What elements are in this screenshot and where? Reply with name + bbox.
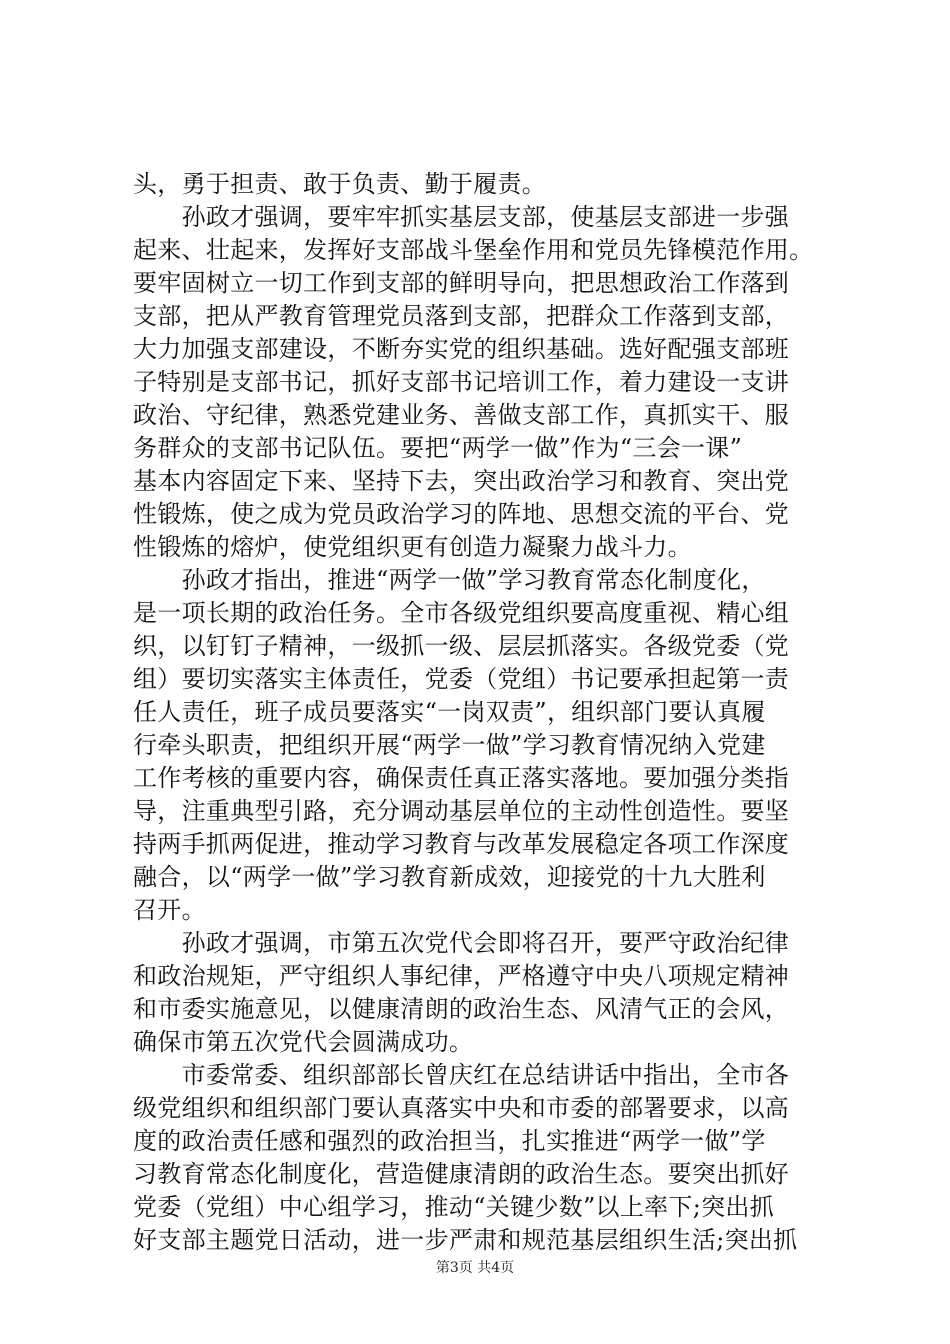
text-line: 融合，以“两学一做”学习教育新成效，迎接党的十九大胜利 — [133, 863, 766, 891]
text-line: 织，以钉钉子精神，一级抓一级、层层抓落实。各级党委（党 — [133, 632, 790, 660]
text-line: 性锻炼的熔炉，使党组织更有创造力凝聚力战斗力。 — [133, 533, 692, 561]
body-text — [133, 168, 833, 1257]
text-line: 是一项长期的政治任务。全市各级党组织要高度重视、精心组 — [133, 599, 790, 627]
text-line: 确保市第五次党代会圆满成功。 — [133, 1028, 474, 1056]
text-line: 级党组织和组织部门要认真落实中央和市委的部署要求，以高 — [133, 1094, 790, 1122]
text-line: 孙政才强调，要牢牢抓实基层支部，使基层支部进一步强 — [133, 203, 790, 231]
text-line: 召开。 — [133, 896, 206, 924]
text-line: 导，注重典型引路，充分调动基层单位的主动性创造性。要坚 — [133, 797, 790, 825]
text-line: 孙政才指出，推进“两学一做”学习教育常态化制度化， — [133, 566, 766, 594]
text-line: 和市委实施意见，以健康清朗的政治生态、风清气正的会风， — [133, 995, 790, 1023]
text-line: 市委常委、组织部部长曾庆红在总结讲话中指出，全市各 — [133, 1061, 790, 1089]
text-line: 持两手抓两促进，推动学习教育与改革发展稳定各项工作深度 — [133, 830, 790, 858]
text-line: 工作考核的重要内容，确保责任真正落实落地。要加强分类指 — [133, 764, 790, 792]
text-line: 度的政治责任感和强烈的政治担当，扎实推进“两学一做”学 — [133, 1127, 766, 1155]
text-line: 头，勇于担责、敢于负责、勤于履责。 — [133, 170, 547, 198]
page-footer: 第3页 共4页 — [435, 1260, 515, 1276]
text-line: 任人责任，班子成员要落实“一岗双责”，组织部门要认真履 — [133, 698, 766, 726]
text-line: 性锻炼，使之成为党员政治学习的阵地、思想交流的平台、党 — [133, 500, 790, 528]
text-line: 行牵头职责，把组织开展“两学一做”学习教育情况纳入党建 — [133, 731, 766, 759]
text-line: 务群众的支部书记队伍。要把“两学一做”作为“三会一课” — [133, 434, 743, 462]
text-line: 支部，把从严教育管理党员落到支部，把群众工作落到支部， — [133, 302, 790, 330]
text-line: 基本内容固定下来、坚持下去，突出政治学习和教育、突出党 — [133, 467, 790, 495]
text-line: 好支部主题党日活动，进一步严肃和规范基层组织生活;突出抓 — [133, 1226, 798, 1254]
text-line: 要牢固树立一切工作到支部的鲜明导向，把思想政治工作落到 — [133, 269, 790, 297]
text-line: 和政治规矩，严守组织人事纪律，严格遵守中央八项规定精神 — [133, 962, 790, 990]
text-line: 子特别是支部书记，抓好支部书记培训工作，着力建设一支讲 — [133, 368, 790, 396]
text-line: 政治、守纪律，熟悉党建业务、善做支部工作，真抓实干、服 — [133, 401, 790, 429]
text-line: 组）要切实落实主体责任，党委（党组）书记要承担起第一责 — [133, 665, 790, 693]
text-line: 党委（党组）中心组学习，推动“关键少数”以上率下;突出抓 — [133, 1193, 775, 1221]
text-line: 起来、壮起来，发挥好支部战斗堡垒作用和党员先锋模范作用。 — [133, 236, 814, 264]
text-line: 孙政才强调，市第五次党代会即将召开，要严守政治纪律 — [133, 929, 790, 957]
text-line: 大力加强支部建设，不断夯实党的组织基础。选好配强支部班 — [133, 335, 790, 363]
text-line: 习教育常态化制度化，营造健康清朗的政治生态。要突出抓好 — [133, 1160, 790, 1188]
